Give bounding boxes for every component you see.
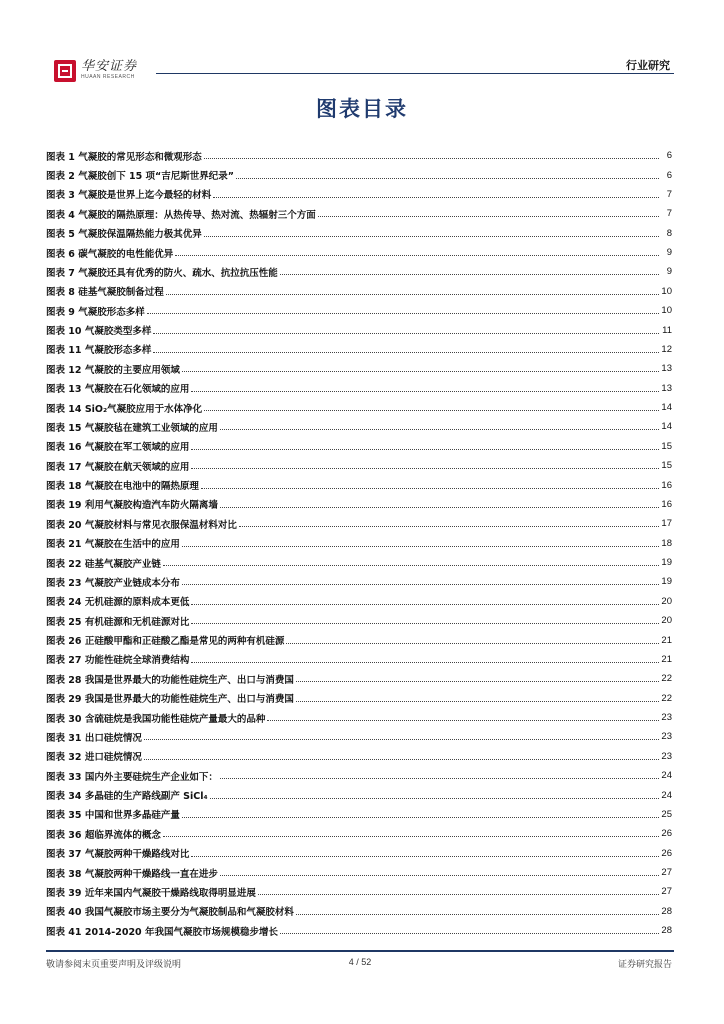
toc-item-page[interactable]: 20 — [661, 615, 672, 627]
toc-dot-leader — [286, 643, 659, 644]
toc-item-label[interactable]: 图表 36 超临界流体的概念 — [46, 829, 161, 841]
toc-item[interactable] — [46, 224, 672, 243]
toc-item[interactable] — [46, 379, 672, 398]
toc-item-label[interactable]: 图表 17 气凝胶在航天领域的应用 — [46, 461, 190, 473]
toc-item-page[interactable]: 27 — [661, 867, 672, 879]
toc-item-label[interactable]: 图表 4 气凝胶的隔热原理：从热传导、热对流、热辐射三个方面 — [46, 209, 316, 221]
toc-item-label[interactable]: 图表 13 气凝胶在石化领域的应用 — [46, 384, 190, 396]
toc-item-page[interactable]: 22 — [661, 692, 672, 704]
toc-item-page[interactable]: 16 — [661, 498, 672, 510]
toc-item[interactable] — [46, 417, 672, 436]
toc-item[interactable] — [46, 747, 672, 766]
toc-item-label[interactable]: 图表 10 气凝胶类型多样 — [46, 326, 152, 338]
toc-item-label[interactable]: 图表 33 国内外主要硅烷生产企业如下： — [46, 771, 218, 783]
toc-item-page[interactable]: 26 — [661, 847, 672, 859]
toc-item-page[interactable]: 24 — [661, 789, 672, 801]
toc-item-label[interactable]: 图表 38 气凝胶两种干燥路线一直在进步 — [46, 868, 218, 880]
toc-item[interactable] — [46, 204, 672, 223]
toc-item[interactable] — [46, 185, 672, 204]
toc-item[interactable] — [46, 766, 672, 785]
toc-dot-leader — [204, 410, 659, 411]
toc-item-label[interactable]: 图表 3 气凝胶是世界上迄今最轻的材料 — [46, 190, 212, 202]
toc-item-label[interactable]: 图表 7 气凝胶还具有优秀的防火、疏水、抗拉抗压性能 — [46, 267, 278, 279]
toc-item-page[interactable]: 22 — [661, 673, 672, 685]
toc-dot-leader — [296, 681, 659, 682]
toc-item[interactable] — [46, 611, 672, 630]
toc-item[interactable] — [46, 553, 672, 572]
toc-item[interactable] — [46, 592, 672, 611]
toc-item-label[interactable]: 图表 37 气凝胶两种干燥路线对比 — [46, 849, 190, 861]
brand-name: 华安证券 — [81, 59, 138, 74]
toc-dot-leader — [163, 565, 659, 566]
toc-item-label[interactable]: 图表 27 功能性硅烷全球消费结构 — [46, 655, 190, 667]
toc-item-label[interactable]: 图表 18 气凝胶在电池中的隔热原理 — [46, 481, 199, 493]
toc-item[interactable] — [46, 572, 672, 591]
toc-item[interactable] — [46, 359, 672, 378]
toc-item-label[interactable]: 图表 23 气凝胶产业链成本分布 — [46, 577, 180, 589]
toc-item[interactable] — [46, 320, 672, 339]
toc-item-label[interactable]: 图表 14 SiO₂气凝胶应用于水体净化 — [46, 403, 203, 415]
toc-item[interactable] — [46, 785, 672, 804]
toc-item-label[interactable]: 图表 31 出口硅烷情况 — [46, 732, 142, 744]
toc-item-page[interactable]: 21 — [661, 634, 672, 646]
toc-dot-leader — [175, 255, 659, 256]
toc-dot-leader — [191, 449, 659, 450]
toc-item-page[interactable]: 23 — [661, 750, 672, 762]
toc-dot-leader — [191, 468, 659, 469]
toc-item[interactable] — [46, 727, 672, 746]
page-header — [46, 56, 674, 86]
toc-item[interactable] — [46, 301, 672, 320]
toc-item-label[interactable]: 图表 2 气凝胶创下 15 项“吉尼斯世界纪录” — [46, 171, 235, 183]
toc-dot-leader — [166, 294, 659, 295]
toc-dot-leader — [318, 216, 659, 217]
toc-dot-leader — [182, 546, 659, 547]
toc-item-label[interactable]: 图表 35 中国和世界多晶硅产量 — [46, 810, 180, 822]
brand-logo — [54, 60, 137, 82]
toc-item-page[interactable]: 15 — [661, 460, 672, 472]
toc-dot-leader — [191, 623, 659, 624]
toc-item[interactable] — [46, 882, 672, 901]
toc-item-label[interactable]: 图表 1 气凝胶的常见形态和微观形态 — [46, 151, 202, 163]
toc-item[interactable] — [46, 475, 672, 494]
toc-list — [46, 146, 672, 940]
toc-item[interactable] — [46, 534, 672, 553]
toc-item-page[interactable]: 11 — [662, 324, 672, 336]
toc-item-page[interactable]: 24 — [661, 770, 672, 782]
toc-item-label[interactable]: 图表 9 气凝胶形态多样 — [46, 306, 145, 318]
toc-dot-leader — [296, 701, 659, 702]
page-title: 图表目录 — [316, 97, 408, 121]
toc-item-label[interactable]: 图表 30 含硫硅烷是我国功能性硅烷产量最大的品种 — [46, 713, 266, 725]
toc-item-label[interactable]: 图表 32 进口硅烷情况 — [46, 752, 142, 764]
header-rule — [156, 73, 674, 74]
toc-dot-leader — [163, 836, 659, 837]
toc-item-page[interactable]: 6 — [666, 169, 672, 181]
toc-dot-leader — [201, 488, 659, 489]
toc-dot-leader — [213, 197, 659, 198]
toc-dot-leader — [296, 914, 659, 915]
toc-item[interactable] — [46, 340, 672, 359]
disclaimer-note: 敬请参阅末页重要声明及评级说明 — [46, 960, 182, 970]
toc-item-page[interactable]: 6 — [666, 150, 672, 162]
toc-item-page[interactable]: 28 — [661, 925, 672, 937]
toc-item-page[interactable]: 10 — [661, 285, 672, 297]
toc-item-label[interactable]: 图表 6 碳气凝胶的电性能优异 — [46, 248, 174, 260]
toc-item[interactable] — [46, 708, 672, 727]
toc-item-page[interactable]: 8 — [666, 227, 672, 239]
toc-item-label[interactable]: 图表 22 硅基气凝胶产业链 — [46, 558, 161, 570]
toc-item-page[interactable]: 27 — [661, 886, 672, 898]
toc-item-label[interactable]: 图表 25 有机硅源和无机硅源对比 — [46, 616, 190, 628]
toc-item-label[interactable]: 图表 15 气凝胶毡在建筑工业领域的应用 — [46, 422, 218, 434]
toc-item-page[interactable]: 13 — [661, 363, 672, 375]
toc-item[interactable] — [46, 495, 672, 514]
toc-item-page[interactable]: 14 — [661, 421, 672, 433]
toc-item-label[interactable]: 图表 40 我国气凝胶市场主要分为气凝胶制品和气凝胶材料 — [46, 907, 294, 919]
toc-item-label[interactable]: 图表 20 气凝胶材料与常见衣服保温材料对比 — [46, 519, 237, 531]
toc-dot-leader — [191, 604, 659, 605]
toc-item[interactable] — [46, 630, 672, 649]
toc-item-page[interactable]: 21 — [661, 653, 672, 665]
toc-item-label[interactable]: 图表 21 气凝胶在生活中的应用 — [46, 539, 180, 551]
toc-item[interactable] — [46, 669, 672, 688]
toc-item-page[interactable]: 20 — [661, 595, 672, 607]
toc-item-page[interactable]: 16 — [661, 479, 672, 491]
toc-item-page[interactable]: 7 — [666, 208, 672, 220]
toc-dot-leader — [220, 778, 659, 779]
toc-item[interactable] — [46, 456, 672, 475]
toc-item-page[interactable]: 23 — [661, 712, 672, 724]
toc-item-label[interactable]: 图表 41 2014-2020 年我国气凝胶市场规模稳步增长 — [46, 926, 278, 938]
toc-dot-leader — [191, 856, 659, 857]
toc-item-page[interactable]: 14 — [661, 402, 672, 414]
page-number: 4 / 52 — [348, 957, 372, 967]
toc-item-label[interactable]: 图表 39 近年来国内气凝胶干燥路线取得明显进展 — [46, 887, 256, 899]
toc-dot-leader — [144, 739, 659, 740]
toc-item-page[interactable]: 12 — [661, 343, 672, 355]
toc-item[interactable] — [46, 863, 672, 882]
toc-item-label[interactable]: 图表 29 我国是世界最大的功能性硅烷生产、出口与消费国 — [46, 694, 294, 706]
toc-item-page[interactable]: 26 — [661, 828, 672, 840]
toc-item[interactable] — [46, 689, 672, 708]
toc-item-page[interactable]: 10 — [661, 305, 672, 317]
toc-item[interactable] — [46, 165, 672, 184]
section-tag: 行业研究 — [626, 59, 670, 72]
toc-item-page[interactable]: 19 — [661, 557, 672, 569]
toc-dot-leader — [258, 894, 659, 895]
toc-dot-leader — [182, 584, 659, 585]
toc-item-label[interactable]: 图表 34 多晶硅的生产路线副产 SiCl₄ — [46, 791, 208, 803]
toc-item-label[interactable]: 图表 26 正硅酸甲酯和正硅酸乙酯是常见的两种有机硅源 — [46, 636, 285, 648]
toc-dot-leader — [191, 662, 659, 663]
toc-item-page[interactable]: 19 — [661, 576, 672, 588]
toc-dot-leader — [153, 333, 659, 334]
toc-item-label[interactable]: 图表 24 无机硅源的原料成本更低 — [46, 597, 190, 609]
toc-dot-leader — [204, 236, 659, 237]
toc-dot-leader — [147, 313, 659, 314]
toc-dot-leader — [153, 352, 659, 353]
toc-item[interactable] — [46, 921, 672, 940]
brand-subtitle: HUAAN RESEARCH — [81, 74, 135, 80]
toc-item-page[interactable]: 18 — [661, 537, 672, 549]
toc-dot-leader — [182, 817, 659, 818]
toc-item-page[interactable]: 23 — [661, 731, 672, 743]
toc-dot-leader — [280, 274, 659, 275]
toc-dot-leader — [280, 933, 659, 934]
toc-item-page[interactable]: 13 — [661, 382, 672, 394]
toc-item[interactable] — [46, 282, 672, 301]
footer-rule — [46, 950, 674, 952]
toc-dot-leader — [220, 875, 659, 876]
toc-item-label[interactable]: 图表 11 气凝胶形态多样 — [46, 345, 152, 357]
toc-item[interactable] — [46, 805, 672, 824]
toc-item-page[interactable]: 28 — [661, 905, 672, 917]
toc-dot-leader — [204, 158, 659, 159]
toc-dot-leader — [191, 391, 659, 392]
toc-item-page[interactable]: 15 — [661, 440, 672, 452]
toc-item-label[interactable]: 图表 5 气凝胶保温隔热能力极其优异 — [46, 229, 202, 241]
toc-item[interactable] — [46, 844, 672, 863]
toc-dot-leader — [267, 720, 659, 721]
toc-dot-leader — [236, 178, 659, 179]
toc-item[interactable] — [46, 146, 672, 165]
toc-item[interactable] — [46, 650, 672, 669]
toc-dot-leader — [220, 429, 659, 430]
seal-icon — [54, 60, 76, 82]
toc-item-label[interactable]: 图表 16 气凝胶在军工领域的应用 — [46, 442, 190, 454]
toc-item-page[interactable]: 7 — [666, 188, 672, 200]
toc-dot-leader — [210, 798, 659, 799]
toc-dot-leader — [220, 507, 659, 508]
toc-item[interactable] — [46, 437, 672, 456]
toc-item-page[interactable]: 9 — [666, 247, 672, 259]
report-type: 证券研究报告 — [617, 960, 672, 970]
toc-item-label[interactable]: 图表 28 我国是世界最大的功能性硅烷生产、出口与消费国 — [46, 674, 294, 686]
toc-item-page[interactable]: 9 — [666, 266, 672, 278]
toc-item[interactable] — [46, 262, 672, 281]
toc-dot-leader — [144, 759, 659, 760]
toc-item[interactable] — [46, 824, 672, 843]
toc-item-label[interactable]: 图表 12 气凝胶的主要应用领域 — [46, 364, 180, 376]
toc-item[interactable] — [46, 902, 672, 921]
toc-item-label[interactable]: 图表 8 硅基气凝胶制备过程 — [46, 287, 164, 299]
page-footer — [46, 957, 674, 971]
toc-item-page[interactable]: 17 — [661, 518, 672, 530]
toc-item[interactable] — [46, 514, 672, 533]
toc-item-label[interactable]: 图表 19 利用气凝胶构造汽车防火隔离墙 — [46, 500, 218, 512]
toc-item[interactable] — [46, 243, 672, 262]
toc-dot-leader — [182, 371, 659, 372]
toc-item[interactable] — [46, 398, 672, 417]
toc-item-page[interactable]: 25 — [661, 808, 672, 820]
toc-dot-leader — [239, 526, 659, 527]
